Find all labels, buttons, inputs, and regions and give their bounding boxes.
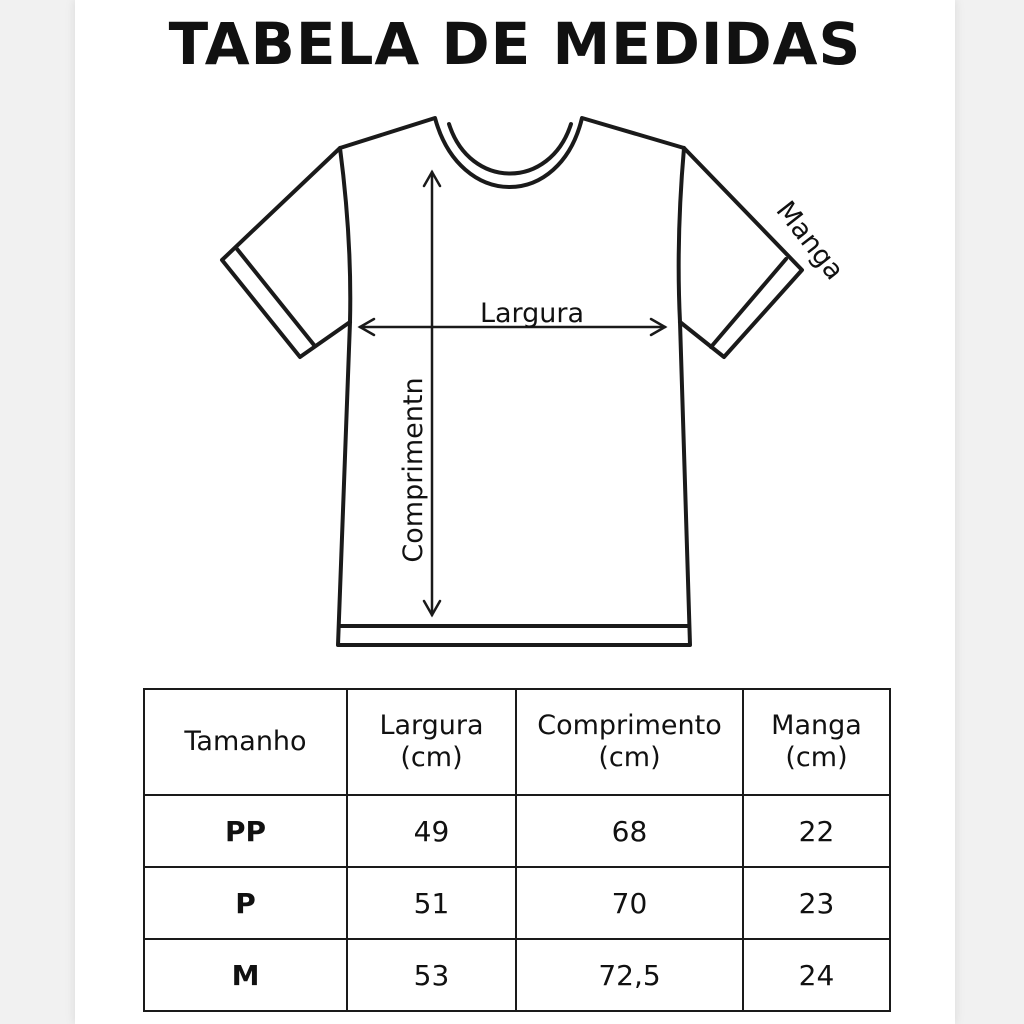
table-header-row: [144, 689, 890, 795]
length-label: Comprimentn: [398, 377, 429, 563]
sleeve-cell: 24: [743, 939, 890, 1011]
tshirt-outline: [338, 118, 690, 645]
width-cell: 49: [347, 795, 516, 867]
table-row: [144, 867, 890, 939]
width-cell: 51: [347, 867, 516, 939]
size-cell: M: [144, 939, 347, 1011]
header-size: Tamanho: [144, 689, 347, 795]
size-cell: PP: [144, 795, 347, 867]
table-row: [144, 939, 890, 1011]
right-sleeve: [680, 148, 802, 357]
length-cell: 70: [516, 867, 743, 939]
collar-rib: [449, 124, 571, 174]
header-length: Comprimento (cm): [516, 689, 743, 795]
sleeve-label: Manga: [769, 195, 850, 287]
length-cell: 72,5: [516, 939, 743, 1011]
sleeve-cell: 23: [743, 867, 890, 939]
size-cell: P: [144, 867, 347, 939]
table-row: [144, 795, 890, 867]
header-sleeve: Manga (cm): [743, 689, 890, 795]
header-width: Largura (cm): [347, 689, 516, 795]
width-cell: 53: [347, 939, 516, 1011]
left-cuff: [237, 249, 314, 345]
length-cell: 68: [516, 795, 743, 867]
width-label: Largura: [479, 298, 585, 329]
sleeve-cell: 22: [743, 795, 890, 867]
page-title: TABELA DE MEDIDAS: [168, 10, 862, 78]
size-table: [143, 688, 891, 1012]
